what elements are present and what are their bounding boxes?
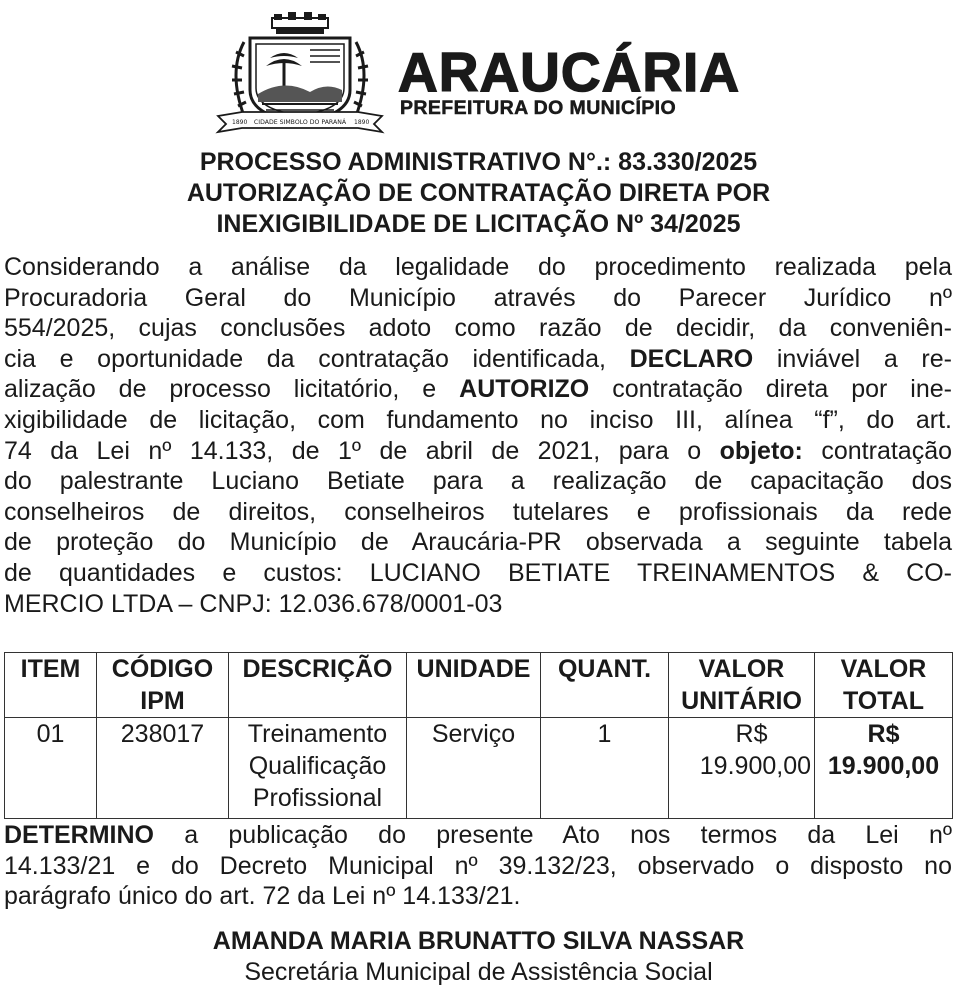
title-line-1: PROCESSO ADMINISTRATIVO N°.: 83.330/2025 (199, 148, 758, 176)
body-line: Procuradoria Geral do Município através do Parecer Jurídico nº (4, 283, 952, 312)
body-line (4, 344, 952, 375)
header-descricao: DESCRIÇÃO (229, 653, 407, 718)
cell-unidade: Serviço (407, 718, 541, 819)
title-line-3: INEXIGIBILIDADE DE LICITAÇÃO Nº 34/2025 (216, 210, 741, 238)
body-line: do palestrante Luciano Betiate para a realização de capacitação dos (4, 467, 952, 496)
body-line: MERCIO LTDA – CNPJ: 12.036.678/0001-03 (4, 589, 503, 618)
body-text: 74 da Lei nº 14.133, de 1º de abril de 2021, para o (4, 436, 702, 465)
closing-line: 14.133/21 e do Decreto Municipal nº 39.132/23, observado o disposto no (4, 851, 952, 880)
title-line-2: AUTORIZAÇÃO DE CONTRATAÇÃO DIRETA POR (186, 179, 771, 207)
signature-block (0, 926, 957, 988)
body-line: 554/2025, cujas conclusões adoto como razão de decidir, da conveniên- (4, 314, 952, 343)
closing-line (4, 820, 952, 851)
crest-year-left: 1890 (232, 119, 248, 126)
objeto-keyword: objeto: (719, 436, 803, 465)
cell-codigo: 238017 (97, 718, 229, 819)
municipal-crest-icon (214, 12, 386, 134)
crest-year-right: 1890 (354, 119, 370, 126)
document-header (0, 8, 957, 136)
items-table (4, 652, 953, 819)
body-line: conselheiros de direitos, conselheiros tutelares e profissionais da rede (4, 497, 952, 526)
body-line: de quantidades e custos: LUCIANO BETIATE TREINAMENTOS & CO- (4, 558, 952, 587)
body-line (4, 436, 952, 467)
closing-text: a publicação do presente Ato nos termos da Lei nº (184, 821, 952, 849)
cell-item: 01 (5, 718, 97, 819)
body-line: de proteção do Município de Araucária-PR observada a seguinte tabela (4, 528, 952, 557)
body-line: xigibilidade de licitação, com fundamento no inciso III, alínea “f”, do art. (4, 405, 952, 434)
closing-line: parágrafo único do art. 72 da Lei nº 14.133/21. (4, 882, 521, 911)
cell-descricao: Treinamento Qualificação Profissional (229, 718, 407, 819)
header-valor-total: VALOR TOTAL (815, 653, 953, 718)
cell-quant: 1 (541, 718, 669, 819)
cell-valor-total: R$ 19.900,00 (815, 718, 953, 819)
autorizo-keyword: AUTORIZO (459, 375, 590, 404)
signatory-role: Secretária Municipal de Assistência Social (244, 958, 713, 986)
header-codigo: CÓDIGO IPM (97, 653, 229, 718)
body-line: Considerando a análise da legalidade do procedimento realizada pela (4, 253, 952, 281)
document-title (0, 147, 957, 240)
brand-name: ARAUCÁRIA (398, 41, 741, 103)
declaro-keyword: DECLARO (629, 344, 754, 373)
header-quant: QUANT. (541, 653, 669, 718)
table-row (5, 718, 953, 819)
body-text: inviável a re- (776, 344, 952, 373)
body-paragraph (4, 252, 952, 619)
determino-keyword: DETERMINO (4, 821, 154, 849)
body-text: alização de processo licitatório, e (4, 375, 437, 404)
header-valor-unitario: VALOR UNITÁRIO (669, 653, 815, 718)
crest-motto: CIDADE SIMBOLO DO PARANÁ (253, 119, 347, 126)
body-text: contratação direta por ine- (612, 375, 952, 404)
signatory-name: AMANDA MARIA BRUNATTO SILVA NASSAR (212, 927, 745, 955)
body-line (4, 374, 952, 405)
body-text: contratação (821, 436, 952, 465)
table-header-row (5, 653, 953, 718)
header-unidade: UNIDADE (407, 653, 541, 718)
closing-paragraph (4, 820, 952, 912)
body-text: cia e oportunidade da contratação identificada, (4, 344, 606, 373)
cell-valor-unitario: R$ 19.900,00 (669, 718, 815, 819)
header-item: ITEM (5, 653, 97, 718)
brand-block (398, 41, 741, 119)
brand-subtitle: PREFEITURA DO MUNICÍPIO (400, 97, 677, 119)
